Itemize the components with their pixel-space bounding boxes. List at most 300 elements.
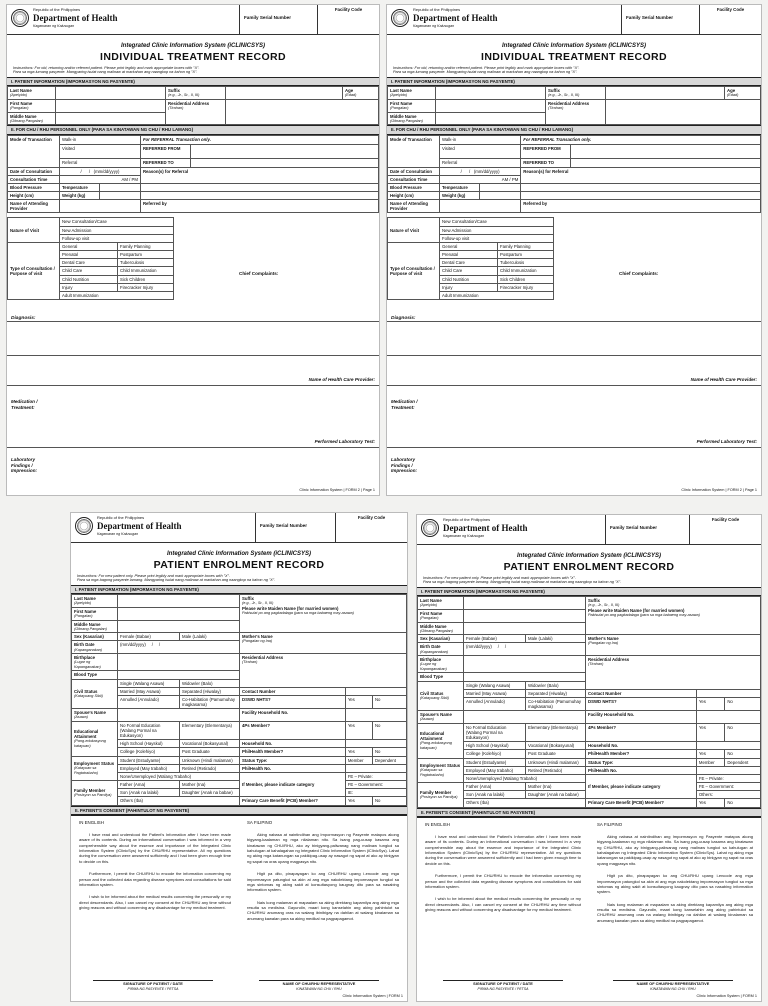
type-option[interactable]: Dental Care [440,259,498,267]
consent-english [417,818,589,934]
height-label: Height (cm) [388,192,440,200]
emp-option[interactable]: Student (Estudyante) [464,758,526,766]
visited-option[interactable]: Visited [60,144,141,158]
male-option[interactable]: Male (Lalaki) [526,635,586,643]
consent-paragraph: I wish to be informed about the medical results concerning the personally or my direct descendants. Also, I can cancel my consent at the CHU/RHU any time without giving reasons and without concerning any disadvantage for my medical treatment. [79,894,231,911]
suffix-field[interactable] [226,87,343,100]
phil-no[interactable]: No [725,750,761,758]
system-title: Integrated Clinic Information System (iCLINICSYS) [516,553,662,559]
suffix-label: Suffix (e.g., Jr., Sr., II, III) [546,87,606,100]
fhn-label: Facility Household No. [240,709,346,722]
type-option[interactable]: Family Planning [498,242,554,250]
enrolment-table [417,596,761,807]
consent-paragraph: Furthermore, I permit the CHU/RHU to encode the information concerning my person and the collected data regarding disease symptoms and consultations for said information system. [425,873,581,889]
instructions-fil: Para sa mga lumang pasyente. Mangyaring isulat nang malinaw at markahan ang naangkop na kahon ng "X". [393,70,578,75]
consent-paragraph: Aking nabasa at naintindihan ang Impormasyon ng Pasyente matapos akong bigyang-kaalaman ng mga nilalaman nito. Sa isang pag-uusap kasama ang kinatawan ng CHU/RHU, ako ay binigyang-paliwanag nang malinaw tungkol sa kahulugan at kahalagahan ng Integrated Clinic Information System (iClinicSys). Lahat ng aking mga katanungan sa pakikipag-usap ay nasagot ng sapat at ako ay binigyan ng sapat na oras upang magpasya nito. [597,833,753,866]
female-option[interactable]: Female (Babae) [118,633,180,641]
type-option[interactable]: Injury [60,283,118,291]
first-name-label: First Name (Pangalan) [388,99,436,112]
new-case-option[interactable]: New Consultation/Case [60,218,174,226]
edu-label: Educational Attainment (Pang-edukasyong katayuan) [72,721,118,756]
emp-option[interactable]: Employed (May trabaho) [464,766,526,774]
civil-option[interactable]: Separated (Hiwalay) [180,687,240,695]
emp-label: Employment Status (Katayuan sa Pagtatrabaho) [72,756,118,780]
rep-signature-line[interactable]: NAME OF CHU/RHU REPRESENTATIVE KINATAWAN NG CHU / RHU [259,980,379,991]
civil-option[interactable]: Married (May Asawa) [118,687,180,695]
consent-filipino [239,816,407,932]
form-header [387,5,761,35]
fps-no[interactable]: No [372,721,406,739]
instructions-en: Instructions: For old, returning and/or referred patient. Please print legibly and mark appropriate boxes with "X". [13,65,200,70]
type-option[interactable]: Prenatal [60,251,118,259]
edu-option[interactable]: Elementary (Elementarya) [526,723,586,741]
doh-seal-icon [421,519,439,537]
facility-code-box[interactable]: Facility Code [317,5,379,35]
fe-gov-option[interactable]: FE – Government: [345,781,406,789]
male-option[interactable]: Male (Lalaki) [180,633,240,641]
member-option[interactable]: Member [696,758,724,766]
type-option[interactable]: Adult Immunization [60,291,174,299]
last-name-label: Last Name (Apelyido) [72,595,118,608]
consent-paragraph: I have read and understood the Patient's Information after I have been made aware of its contents. During an informational conversation I was informed in a very comprehensible way about the essence and importance of the Integrated Clinic Information System (iClinicSys) by the CHU/RHU representative. All my questions during the conversation were answered sufficiently and I had been given enough time to decide on this. [79,831,231,864]
medication-label: Medication / Treatment: [11,399,38,410]
emp-option[interactable]: Student (Estudyante) [118,756,180,764]
consent-paragraph: Nais kong malaman at mapaalam sa aking direktang kapamilya ang aking mga resulta sa medisina. Gayundin, maari kong kanselahin ang aking pahintulot sa CHU/RHU anumang oras na walang ibinibigay na dahilan at walang kinalaman sa anumang kawalan para sa aking medikal na pagpapagamot. [247,899,399,921]
attending-field[interactable] [60,200,141,213]
emp-option[interactable]: Retired (Retirado) [526,766,586,774]
walkin-option[interactable]: Walk-in [440,135,521,144]
dswd-label: DSWD NHTS? [586,697,697,710]
patient-info-table [387,86,761,125]
for-referral-label: For REFERRAL Transaction only. [521,135,761,144]
patient-signature-line[interactable]: SIGNATURE OF PATIENT / DATE PIRMA NG PASYENTE / PETSA [443,980,563,991]
family-option[interactable]: Daughter (Anak na babae) [526,791,586,799]
pcb-no[interactable]: No [372,797,406,805]
dswd-yes[interactable]: Yes [696,697,724,710]
republic-label: Republic of the Philippines [443,517,491,522]
consent-paragraph: I have read and understood the Patient's Information after I have been made aware of its contents. During an informational conversation I was informed in a very comprehensible way about the essence and importance of the Integrated Clinic Information System (iClinicSys) by the CHU/RHU representative. All my questions during the conversation were answered sufficiently and I had been given enough time to decide on this. [425,833,581,866]
fhn-label: Facility Household No. [586,711,697,724]
residential-label: Residential Address (Tirahan) [166,99,226,124]
republic-label: Republic of the Philippines [413,7,461,12]
family-serial-box[interactable]: Family Serial Number [255,513,337,543]
suffix-label: Suffix (e.g., Jr., Sr., II, III) [166,87,226,100]
consent-text [71,815,407,932]
type-option[interactable]: Postpartum [498,251,554,259]
phil-yes[interactable]: Yes [696,750,724,758]
family-serial-box[interactable]: Family Serial Number [605,515,689,545]
fps-label: 4Ps Member? [240,721,346,739]
civil-option[interactable]: Single (Walang Asawa) [464,681,526,689]
instructions-fil: Para sa mga bagong pasyente lamang. Mangyaring isulat nang malinaw at markahan ang naangkop na kahon ng "X". [423,580,622,585]
dswd-yes[interactable]: Yes [345,695,372,708]
type-option[interactable]: Child Immunization [498,267,554,275]
referred-to-label: REFERRED TO [140,158,190,167]
emp-option[interactable]: Retired (Retirado) [180,764,240,772]
family-option[interactable]: Father (Ama) [464,783,526,791]
dswd-label: DSWD NHTS? [240,695,346,708]
follow-up-option[interactable]: Follow-up visit [60,234,174,242]
form-header [7,5,379,35]
philno-field[interactable] [345,764,406,772]
first-name-label: First Name (Pangalan) [418,609,464,622]
consent-filipino [589,818,761,934]
type-option[interactable]: Dental Care [60,259,118,267]
type-option[interactable]: Family Planning [118,242,174,250]
enrolment-record-sheet-1 [70,512,408,1002]
patient-info-table [7,86,379,125]
type-option[interactable]: Injury [440,283,498,291]
type-consult-label: Type of Consultation / Purpose of visit [388,242,440,299]
fps-yes[interactable]: Yes [345,721,372,739]
pcb-yes[interactable]: Yes [696,799,724,807]
edu-option[interactable]: College (Kolehiyo) [464,750,526,758]
visit-table [387,217,761,300]
last-name-field[interactable] [464,597,586,610]
first-name-label: First Name (Pangalan) [72,607,118,620]
type-option[interactable]: Tuberculosis [498,259,554,267]
referred-from-field[interactable] [571,144,761,158]
philno-label: PhilHealth No. [240,764,346,772]
new-admission-option[interactable]: New Admission [60,226,174,234]
consult-time-field[interactable]: AM / PM [60,175,141,183]
residential-field[interactable] [226,99,379,124]
referred-to-field[interactable] [190,158,378,167]
edu-option[interactable]: No Formal Education (Walang Pormal na Edukasyon) [118,721,180,739]
unemployed-option[interactable]: None/Unemployed (Walang Trabaho) [118,772,240,780]
pcb-label: Primary Care Benefit (PCB) Member? [586,799,697,807]
motto-label: Kagawaran ng Kalusugan [97,532,139,536]
weight-field[interactable] [100,192,141,200]
type-option[interactable]: Adult Immunization [440,291,554,299]
last-name-label: Last Name (Apelyido) [418,597,464,610]
unemployed-option[interactable]: None/Unemployed (Walang Trabaho) [464,774,586,782]
hh-field[interactable] [345,740,406,748]
new-case-option[interactable]: New Consultation/Case [440,218,554,226]
instructions-en: Instructions: For new patient only. Please print legibly and mark appropriate boxes with "X". [423,575,576,580]
new-admission-option[interactable]: New Admission [440,226,554,234]
republic-label: Republic of the Philippines [33,7,81,12]
last-name-field[interactable] [118,595,240,608]
family-serial-box[interactable]: Family Serial Number [621,5,701,35]
family-serial-box[interactable]: Family Serial Number [239,5,319,35]
type-option[interactable]: Postpartum [118,251,174,259]
sex-label: Sex (Kasarian) [418,635,464,643]
type-option[interactable]: Child Nutrition [440,275,498,283]
civil-option[interactable]: Separated (Hiwalay) [526,689,586,697]
consent-paragraph: Aking nabasa at naintindihan ang Impormasyon ng Pasyente matapos akong bigyang-kaalaman ng mga nilalaman nito. Sa isang pag-uusap kasama ang kinatawan ng CHU/RHU, ako ay binigyang-paliwanag nang malinaw tungkol sa kahulugan at kahalagahan ng Integrated Clinic Information System (iClinicSys). Lahat ng aking mga katanungan sa pakikipag-usap ay nasagot ng sapat at ako ay binigyan ng sapat na oras upang magpasya nito. [247,831,399,864]
residential-label: Residential Address (Tirahan) [586,656,761,690]
reasons-label: Reason(s) for Referral [521,167,761,183]
type-option[interactable]: Sick Children [118,275,174,283]
system-title: Integrated Clinic Information System (iCLINICSYS) [120,43,266,49]
treatment-record-sheet-2 [386,4,762,496]
type-option[interactable]: General [60,242,118,250]
pcb-label: Primary Care Benefit (PCB) Member? [240,797,346,805]
type-option[interactable]: Tuberculosis [118,259,174,267]
attending-field[interactable] [440,200,521,213]
birth-date-field[interactable]: (mm/dd/yyyy) / / [464,643,586,656]
patient-signature-line[interactable]: SIGNATURE OF PATIENT / DATE PIRMA NG PASYENTE / PETSA [93,980,213,991]
diagnosis-area[interactable] [7,310,379,356]
date-consult-label: Date of Consultation [8,167,60,175]
middle-name-label: Middle Name (Gitnang Pangalan) [418,622,464,635]
lab-findings-label: Laboratory Findings / Impression: [11,457,38,473]
form-footer: Clinic Information System | FORM 1 [696,994,757,999]
attending-label: Name of Attending Provider [388,200,440,213]
spouse-label: Spouse's Name (Asawa) [72,709,118,722]
date-consult-field[interactable]: / / (mm/dd/yyyy) [440,167,521,175]
family-option[interactable]: Others (Iba) [118,797,240,805]
type-option[interactable]: Child Nutrition [60,275,118,283]
for-referral-label: For REFERRAL Transaction only. [140,135,378,144]
reasons-field[interactable] [521,183,761,191]
fe-gov-option[interactable]: FE – Government: [696,783,760,791]
diagnosis-area[interactable] [387,310,761,356]
dswd-no[interactable]: No [725,697,761,710]
civil-option[interactable]: Annulled (Annulado) [464,697,526,710]
personnel-table [387,135,761,214]
enrolment-record-sheet-2 [416,514,762,1002]
walkin-option[interactable]: Walk-in [60,135,141,144]
fps-no[interactable]: No [725,723,761,741]
edu-option[interactable]: College (Kolehiyo) [118,748,180,756]
family-option[interactable]: Father (Ama) [118,781,180,789]
doh-seal-icon [11,9,29,27]
department-title: Department of Health [33,13,118,23]
consult-time-label: Consultation Time [388,175,440,183]
spouse-field[interactable] [464,711,586,724]
department-title: Department of Health [97,521,182,531]
birthplace-label: Birthplace (Lugar ng Kapanganakan) [418,656,464,673]
if-member-label: If Member, please indicate category [586,774,697,798]
date-consult-field[interactable]: / / (mm/dd/yyyy) [60,167,141,175]
birthplace-label: Birthplace (Lugar ng Kapanganakan) [72,654,118,671]
ie-option[interactable]: IE: [345,789,406,797]
hcp-label: Name of Health Care Provider: [308,377,375,382]
fhn-field[interactable] [345,709,406,722]
visited-option[interactable]: Visited [440,144,521,158]
family-option[interactable]: Son (Anak na lalaki) [118,789,180,797]
follow-up-option[interactable]: Follow-up visit [440,234,554,242]
reasons-field-2[interactable] [140,192,378,200]
facility-code-box[interactable]: Facility Code [699,5,761,35]
date-consult-label: Date of Consultation [388,167,440,175]
attending-label: Name of Attending Provider [8,200,60,213]
fhn-field[interactable] [696,711,760,724]
civil-status-label: Civil Status (Katayuang Sibil) [418,681,464,711]
middle-name-field[interactable] [436,112,546,125]
emp-option[interactable]: Unknown (Hindi malaman) [526,758,586,766]
edu-option[interactable]: Vocational (Bokasyunal) [180,740,240,748]
civil-option[interactable]: Widow/er (Balo) [180,679,240,687]
family-option[interactable]: Son (Anak na lalaki) [464,791,526,799]
contact-field[interactable] [696,689,760,697]
edu-option[interactable]: Vocational (Bokasyunal) [526,742,586,750]
department-title: Department of Health [413,13,498,23]
spouse-field[interactable] [118,709,240,722]
phil-no[interactable]: No [372,748,406,756]
in-english-label: IN ENGLISH [425,821,450,827]
age-label: Age (Edad) [725,87,761,100]
section-personnel: II. FOR CHU / RHU PERSONNEL ONLY (PARA SA KINATAWAN NG CHU / RHU LAMANG) [387,125,761,134]
form-header [71,513,407,543]
civil-option[interactable]: Co-Habitation (Pamumuhay magkasama) [526,697,586,710]
fe-private-option[interactable]: FE – Private: [345,772,406,780]
last-name-field[interactable] [436,87,546,100]
status-type-label: Status Type: [586,758,697,766]
status-type-label: Status Type: [240,756,346,764]
weight-label: Weight (kg) [440,192,480,200]
form-footer: Clinic Information System | FORM 2 | Page 1 [299,488,375,493]
dependent-option[interactable]: Dependent [372,756,406,764]
instructions-en: Instructions: For old, returning and/or referred patient. Please print legibly and mark appropriate boxes with "X". [393,65,580,70]
doh-seal-icon [75,517,93,535]
birth-date-label: Birth Date (Kapanganakan) [418,643,464,656]
contact-label: Contact Number [240,687,346,695]
facility-code-box[interactable]: Facility Code [689,515,761,545]
chief-complaints-label: Chief Complaints: [239,271,279,276]
civil-option[interactable]: Co-Habitation (Pamumuhay magkasama) [180,695,240,708]
edu-option[interactable]: No Formal Education (Walang Pormal na Edukasyon) [464,723,526,741]
dependent-option[interactable]: Dependent [725,758,761,766]
edu-option[interactable]: Post Graduate [526,750,586,758]
sex-label: Sex (Kasarian) [72,633,118,641]
type-option[interactable]: Firecracker Injury [118,283,174,291]
record-title: INDIVIDUAL TREATMENT RECORD [481,51,667,64]
temp-field[interactable] [480,183,521,191]
sa-filipino-label: SA FILIPINO [597,821,623,827]
fps-label: 4Ps Member? [586,723,697,741]
contact-label: Contact Number [586,689,697,697]
edu-option[interactable]: High School (Hayskul) [464,742,526,750]
emp-option[interactable]: Unknown (Hindi malaman) [180,756,240,764]
type-consult-label: Type of Consultation / Purpose of visit [8,242,60,299]
civil-option[interactable]: Married (May Asawa) [464,689,526,697]
last-name-label: Last Name (Apelyido) [388,87,436,100]
spouse-label: Spouse's Name (Asawa) [418,711,464,724]
civil-option[interactable]: Widow/er (Balo) [526,681,586,689]
instructions [71,572,407,585]
consent-paragraph: Nais kong malaman at mapaalam sa aking direktang kapamilya ang aking mga resulta sa medisina. Gayundin, maari kong kanselahin ang aking pahintulot sa CHU/RHU anumang oras na walang ibinibigay na dahilan at walang kinalaman sa anumang kawalan para sa aking medikal na pagpapagamot. [597,901,753,923]
family-option[interactable]: Mother (Ina) [180,781,240,789]
edu-option[interactable]: High School (Hayskul) [118,740,180,748]
pcb-no[interactable]: No [725,799,761,807]
edu-label: Educational Attainment (Pang-edukasyong katayuan) [418,723,464,758]
rep-signature-line[interactable]: NAME OF CHU/RHU REPRESENTATIVE KINATAWAN NG CHU / RHU [613,980,733,991]
pcb-yes[interactable]: Yes [345,797,372,805]
motto-label: Kagawaran ng Kalusugan [33,24,75,28]
first-name-field[interactable] [56,99,166,112]
family-option[interactable]: Mother (Ina) [526,783,586,791]
others-option[interactable]: Others: [696,791,760,799]
temp-label: Temperature [440,183,480,191]
referral-option[interactable]: Referral [440,158,521,167]
section-patient-info: I. PATIENT INFORMATION (IMPORMASYON NG PASYENTE) [417,587,761,596]
form-footer: Clinic Information System | FORM 2 | Page 1 [681,488,757,493]
blood-type-field[interactable] [464,673,586,681]
family-member-label: Family Member (Posisyon sa Pamilya) [418,783,464,807]
suffix-field[interactable] [606,87,725,100]
family-option[interactable]: Others (Iba) [464,799,586,807]
type-option[interactable]: Child Care [60,267,118,275]
family-option[interactable]: Daughter (Anak na babae) [180,789,240,797]
chief-complaints-label: Chief Complaints: [619,271,659,276]
instructions-fil: Para sa mga lumang pasyente. Mangyaring isulat nang malinaw at markahan ang naangkop na kahon ng "X". [13,70,198,75]
last-name-label: Last Name (Apelyido) [8,87,56,100]
facility-code-box[interactable]: Facility Code [335,513,407,543]
female-option[interactable]: Female (Babae) [464,635,526,643]
instructions [7,64,379,77]
type-option[interactable]: Child Care [440,267,498,275]
enrolment-table [71,594,407,805]
weight-field[interactable] [480,192,521,200]
member-option[interactable]: Member [345,756,372,764]
civil-option[interactable]: Annulled (Annulado) [118,695,180,708]
nature-label: Nature of Visit [388,218,440,242]
temp-label: Temperature [60,183,100,191]
birth-date-field[interactable]: (mm/dd/yyyy) / / [118,641,240,654]
reasons-field[interactable] [140,183,378,191]
type-option[interactable]: Child Immunization [118,267,174,275]
civil-option[interactable]: Single (Walang Asawa) [118,679,180,687]
referral-option[interactable]: Referral [60,158,141,167]
middle-name-field[interactable] [56,112,166,125]
last-name-field[interactable] [56,87,166,100]
phil-yes[interactable]: Yes [345,748,372,756]
record-title: PATIENT ENROLMENT RECORD [503,561,675,574]
hh-field[interactable] [696,742,760,750]
dswd-no[interactable]: No [372,695,406,708]
birthplace-field[interactable] [464,656,586,673]
referred-to-field[interactable] [571,158,761,167]
fe-private-option[interactable]: FE – Private: [696,774,760,782]
first-name-field[interactable] [118,607,240,620]
edu-option[interactable]: Elementary (Elementarya) [180,721,240,739]
in-english-label: IN ENGLISH [79,819,104,825]
fps-yes[interactable]: Yes [696,723,724,741]
weight-label: Weight (kg) [60,192,100,200]
first-name-label: First Name (Pangalan) [8,99,56,112]
type-option[interactable]: Firecracker Injury [498,283,554,291]
referred-from-label: REFERRED FROM [140,144,190,158]
reasons-field-2[interactable] [521,192,761,200]
residential-field[interactable] [606,99,761,124]
birthplace-field[interactable] [118,654,240,671]
blood-type-field[interactable] [118,671,240,679]
middle-name-field[interactable] [118,620,240,633]
referred-from-field[interactable] [190,144,378,158]
lab-test-label: Performed Laboratory Test: [696,439,757,444]
consult-time-field[interactable]: AM / PM [440,175,521,183]
first-name-field[interactable] [464,609,586,622]
temp-field[interactable] [100,183,141,191]
emp-option[interactable]: Employed (May trabaho) [118,764,180,772]
age-label: Age (Edad) [343,87,379,100]
residential-label: Residential Address (Tirahan) [240,654,407,688]
type-option[interactable]: Prenatal [440,251,498,259]
first-name-field[interactable] [436,99,546,112]
type-option[interactable]: General [440,242,498,250]
edu-option[interactable]: Post Graduate [180,748,240,756]
contact-field[interactable] [345,687,406,695]
middle-name-field[interactable] [464,622,586,635]
diagnosis-label: Diagnosis: [11,316,36,322]
personnel-table [7,135,379,214]
type-option[interactable]: Sick Children [498,275,554,283]
consent-english [71,816,239,932]
philno-field[interactable] [696,766,760,774]
